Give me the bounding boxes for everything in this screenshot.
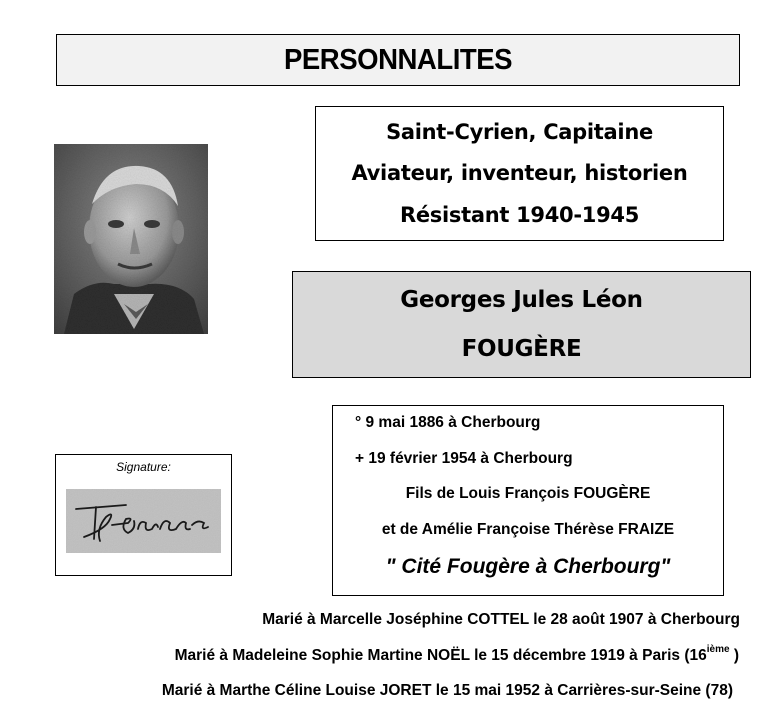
- bio-box: [332, 405, 724, 596]
- person-given-names: Georges Jules Léon: [400, 287, 643, 314]
- death-date: + 19 février 1954 à Cherbourg: [355, 450, 573, 467]
- marriage-3: [162, 682, 733, 700]
- page-title: PERSONNALITES: [283, 43, 513, 76]
- mother-name: et de Amélie Françoise Thérèse FRAIZE: [381, 521, 675, 538]
- marriage-2-superscript: ième: [706, 644, 730, 655]
- title-line-professions: Aviateur, inventeur, historien: [351, 161, 688, 186]
- titles-box: [315, 106, 724, 241]
- signature-image: [66, 489, 221, 553]
- title-line-military: Saint-Cyrien, Capitaine: [386, 119, 653, 144]
- marriage-1-text: Marié à Marcelle Joséphine COTTEL le 28 août 1907 à Cherbourg: [262, 611, 740, 628]
- marriage-2: [174, 644, 739, 665]
- cite-name: " Cité Fougère à Cherbourg": [385, 555, 671, 578]
- signature-label: Signature:: [116, 460, 171, 474]
- person-surname: FOUGÈRE: [461, 335, 582, 362]
- marriage-2-text: Marié à Madeleine Sophie Martine NOËL le 15 décembre 1919 à Paris (16: [174, 647, 707, 664]
- title-line-resistance: Résistant 1940-1945: [399, 203, 640, 228]
- marriage-1: [262, 611, 740, 629]
- portrait-photo: [54, 144, 208, 334]
- birth-date: ° 9 mai 1886 à Cherbourg: [355, 414, 541, 431]
- name-box: [292, 271, 751, 378]
- marriage-2-closing: ): [729, 647, 739, 664]
- marriage-3-text: Marié à Marthe Céline Louise JORET le 15 mai 1952 à Carrières-sur-Seine (78): [161, 682, 733, 699]
- header-box: [56, 34, 740, 86]
- father-name: Fils de Louis François FOUGÈRE: [405, 485, 651, 502]
- signature-box: [55, 454, 232, 576]
